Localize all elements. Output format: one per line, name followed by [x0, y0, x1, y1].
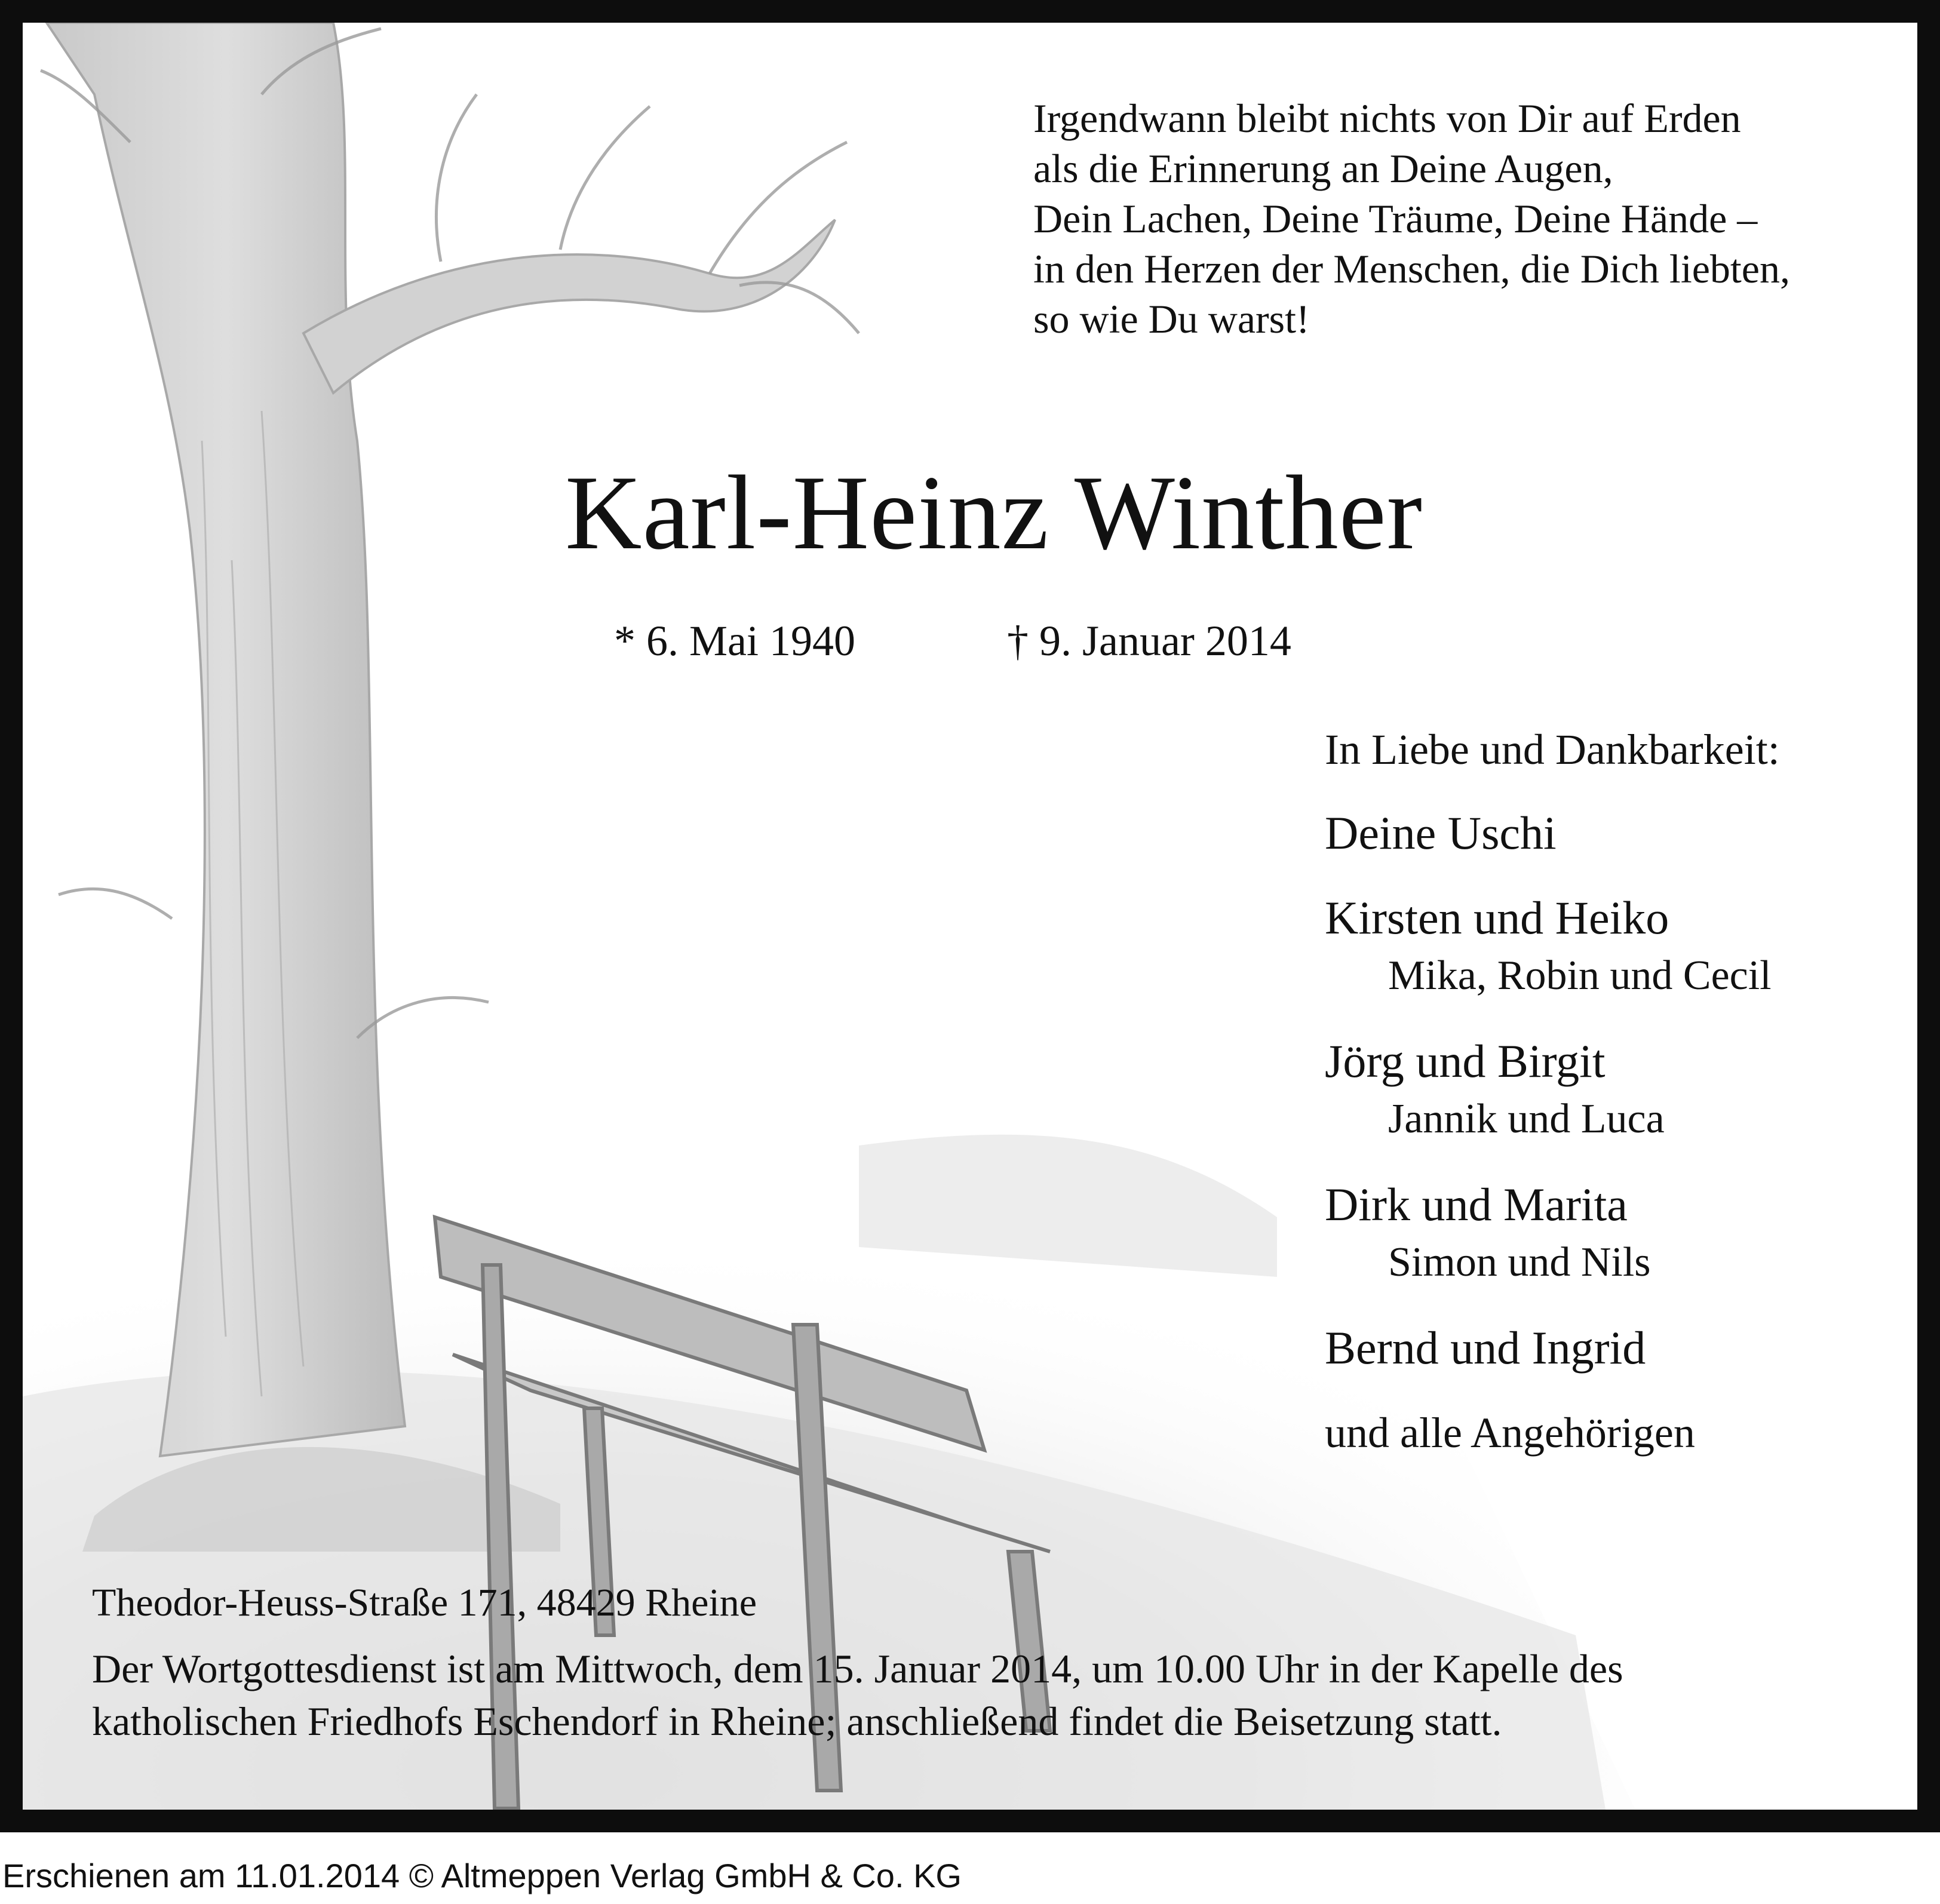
mourners-closing: und alle Angehörigen	[1325, 1409, 1695, 1457]
publication-footer: Erschienen am 11.01.2014 © Altmeppen Verlag GmbH & Co. KG	[2, 1857, 962, 1894]
poem	[1033, 93, 1790, 344]
mourners-intro: In Liebe und Dankbarkeit:	[1325, 726, 1780, 773]
death-date: † 9. Januar 2014	[1007, 617, 1291, 665]
poem-line: als die Erinnerung an Deine Augen,	[1033, 146, 1613, 191]
tree-branch	[303, 220, 835, 393]
mourner-group: Jörg und Birgit	[1325, 1035, 1606, 1087]
poem-line: so wie Du warst!	[1033, 296, 1310, 342]
service-info	[92, 1642, 1884, 1748]
birth-date: * 6. Mai 1940	[614, 617, 855, 665]
poem-line: Dein Lachen, Deine Träume, Deine Hände –	[1033, 196, 1758, 241]
mourner-subgroup: Mika, Robin und Cecil	[1388, 953, 1772, 999]
mourner-group: Kirsten und Heiko	[1325, 892, 1669, 944]
mourner-subgroup: Simon und Nils	[1388, 1239, 1651, 1285]
service-line: Der Wortgottesdienst ist am Mittwoch, dem 15. Januar 2014, um 10.00 Uhr in der Kapelle des	[92, 1646, 1623, 1691]
mourner-group: Dirk und Marita	[1325, 1178, 1628, 1230]
mourner-subgroup: Jannik und Luca	[1388, 1096, 1665, 1142]
address: Theodor-Heuss-Straße 171, 48429 Rheine	[92, 1581, 757, 1624]
mourner-group: Bernd und Ingrid	[1325, 1322, 1646, 1374]
service-line: katholischen Friedhofs Eschendorf in Rheine; anschließend findet die Beisetzung statt.	[92, 1699, 1502, 1744]
poem-line: in den Herzen der Menschen, die Dich liebten,	[1033, 246, 1790, 291]
poem-line: Irgendwann bleibt nichts von Dir auf Erden	[1033, 96, 1741, 141]
mourner-group: Deine Uschi	[1325, 807, 1557, 859]
deceased-name: Karl-Heinz Winther	[565, 453, 1423, 572]
